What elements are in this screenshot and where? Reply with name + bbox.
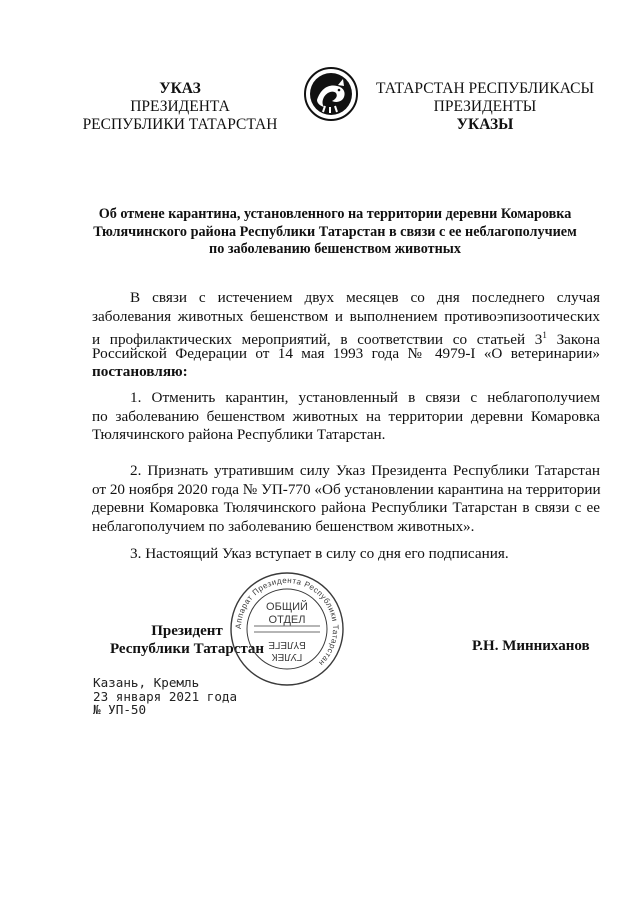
issue-details xyxy=(93,676,237,717)
item-2-line-2: от 20 ноября 2020 года № УП-770 «Об установлении карантина на территории xyxy=(92,480,601,498)
signature-position-line-1: Президент xyxy=(151,623,223,639)
header-left-line-3: РЕСПУБЛИКИ ТАТАРСТАН xyxy=(82,116,278,133)
preamble-line-3-tail: Закона xyxy=(546,331,600,349)
item-1-line-3: Тюлячинского района Республики Татарстан. xyxy=(92,426,386,444)
article-superscript: 1 xyxy=(542,330,547,341)
header-left xyxy=(70,80,290,134)
item-1-line-1: 1. Отменить карантин, установленный в связи с неблагополучием xyxy=(130,389,600,406)
preamble-line-3 xyxy=(92,326,600,349)
signature-position-line-2: Республики Татарстан xyxy=(109,641,265,657)
header-right-line-3: УКАЗЫ xyxy=(456,116,514,133)
item-2-line-1: 2. Признать утратившим силу Указ Президента Республики Татарстан xyxy=(130,462,600,479)
item-3 xyxy=(92,545,600,564)
title-line-1: Об отмене карантина, установленного на территории деревни Комаровка xyxy=(98,206,572,222)
preamble-line-1: В связи с истечением двух месяцев со дня последнего случая xyxy=(130,289,600,306)
stamp-line-2: ОТДЕЛ xyxy=(268,614,306,626)
header-right-line-2: ПРЕЗИДЕНТЫ xyxy=(433,98,537,115)
issue-place: Казань, Кремль xyxy=(93,675,200,690)
official-stamp xyxy=(228,570,346,688)
signatory-name: Р.Н. Минниханов xyxy=(472,638,590,654)
stamp-line-3: ГУЛЕК xyxy=(271,651,303,662)
decree-word: постановляю: xyxy=(92,363,188,381)
title-line-3: по заболеванию бешенством животных xyxy=(209,241,461,257)
preamble-line-2: заболевания животных бешенством и выполнением противоэпизоотических xyxy=(92,307,600,325)
header-right-line-1: ТАТАРСТАН РЕСПУБЛИКАСЫ xyxy=(376,80,594,97)
title-line-2: Тюлячинского района Республики Татарстан в связи с ее неблагополучием xyxy=(93,223,577,240)
header-right xyxy=(365,80,605,134)
preamble-line-4: Российской Федерации от 14 мая 1993 года № 4979-I «О ветеринарии» xyxy=(92,344,600,362)
item-2-line-3: деревни Комаровка Тюлячинского района Республики Татарстан в связи с ее xyxy=(92,499,600,517)
item-2-line-4: неблагополучием по заболеванию бешенством животных». xyxy=(92,517,475,535)
document-title xyxy=(70,206,600,259)
stamp-line-4: БҮЛЕГЕ xyxy=(268,639,306,650)
stamp-ring-text: Аппарат Президента Республики Татарстан xyxy=(233,575,341,668)
preamble-line-3-text: и профилактических мероприятий, в соответствии со статьей 3 xyxy=(92,331,543,349)
stamp-line-1: ОБЩИЙ xyxy=(266,601,308,613)
item-1-line-2: по заболеванию бешенством животных на территории деревни Комаровка xyxy=(92,407,600,425)
tatarstan-emblem-icon xyxy=(303,66,359,122)
preamble-paragraph xyxy=(92,289,600,382)
issue-date: 23 января 2021 года xyxy=(93,688,238,704)
issue-number: № УП-50 xyxy=(93,702,147,717)
header-left-line-1: УКАЗ xyxy=(159,80,201,97)
item-2 xyxy=(92,462,600,536)
header-left-line-2: ПРЕЗИДЕНТА xyxy=(130,98,230,115)
item-3-line-1: 3. Настоящий Указ вступает в силу со дня его подписания. xyxy=(130,545,509,562)
item-1 xyxy=(92,389,600,445)
